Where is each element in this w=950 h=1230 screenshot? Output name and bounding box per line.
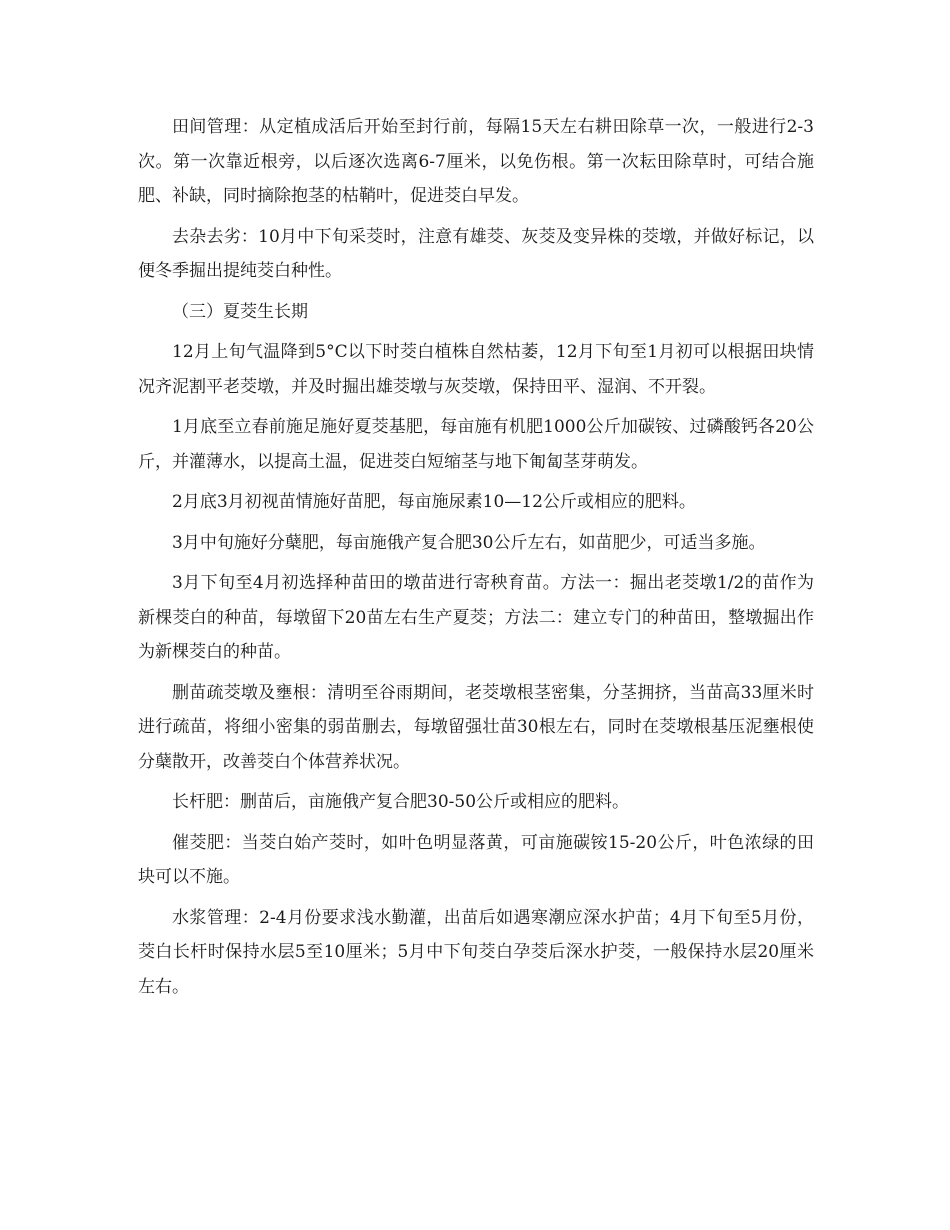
paragraph-seedling-fertilizer: 2月底3月初视苗情施好苗肥，每亩施尿素10—12公斤或相应的肥料。 [172,492,696,512]
paragraph-thinning: 删苗疏茭墩及壅根：清明至谷雨期间，老茭墩根茎密集，分茎拥挤，当苗高33厘米时进行疏苗，将细小密集的弱苗删去，每墩留强壮苗30根左右，同时在茭墩根基压泥壅根使分蘖散开，改善茭白个体营养状况。 [138,682,814,772]
paragraph-tillering-fertilizer: 3月中旬施好分蘖肥，每亩施俄产复合肥30公斤左右，如苗肥少，可适当多施。 [172,532,766,553]
paragraph-base-fertilizer: 1月底至立春前施足施好夏茭基肥，每亩施有机肥1000公斤加碳铵、过磷酸钙各20公斤，并灌薄水，以提高土温，促进茭白短缩茎与地下匍匐茎芽萌发。 [138,417,814,472]
paragraph-pregnancy-fertilizer: 催茭肥：当茭白始产茭时，如叶色明显落黄，可亩施碳铵15-20公斤，叶色浓绿的田块可以不施。 [138,832,814,887]
paragraph-stem-fertilizer: 长杆肥：删苗后，亩施俄产复合肥30-50公斤或相应的肥料。 [172,792,630,812]
paragraph-remove-inferior: 去杂去劣：10月中下旬采茭时，注意有雄茭、灰茭及变异株的茭墩，并做好标记，以便冬季掘出提纯茭白种性。 [138,226,814,281]
paragraph-water-management: 水浆管理：2-4月份要求浅水勤灌，出苗后如遇寒潮应深水护苗；4月下旬至5月份，茭白长杆时保持水层5至10厘米；5月中下旬茭白孕茭后深水护茭，一般保持水层20厘米左右。 [138,907,814,997]
paragraph-seedling-nursery: 3月下旬至4月初选择种苗田的墩苗进行寄秧育苗。方法一：掘出老茭墩1/2的苗作为新棵茭白的种苗，每墩留下20苗左右生产夏茭；方法二：建立专门的种苗田，整墩掘出作为新棵茭白的种苗。 [138,573,814,662]
document-body [138,110,814,1010]
section-heading-summer-growth: （三）夏茭生长期 [172,301,308,322]
paragraph-field-management: 田间管理：从定植成活后开始至封行前，每隔15天左右耕田除草一次，一般进行2-3次。第一次靠近根旁，以后逐次选离6-7厘米，以免伤根。第一次耘田除草时，可结合施肥、补缺，同时摘除抱茎的枯鞘叶，促进茭白早发。 [138,117,814,206]
paragraph-december-harvest: 12月上旬气温降到5°C以下时茭白植株自然枯萎，12月下旬至1月初可以根据田块情况齐泥割平老茭墩，并及时掘出雄茭墩与灰茭墩，保持田平、湿润、不开裂。 [138,342,814,397]
